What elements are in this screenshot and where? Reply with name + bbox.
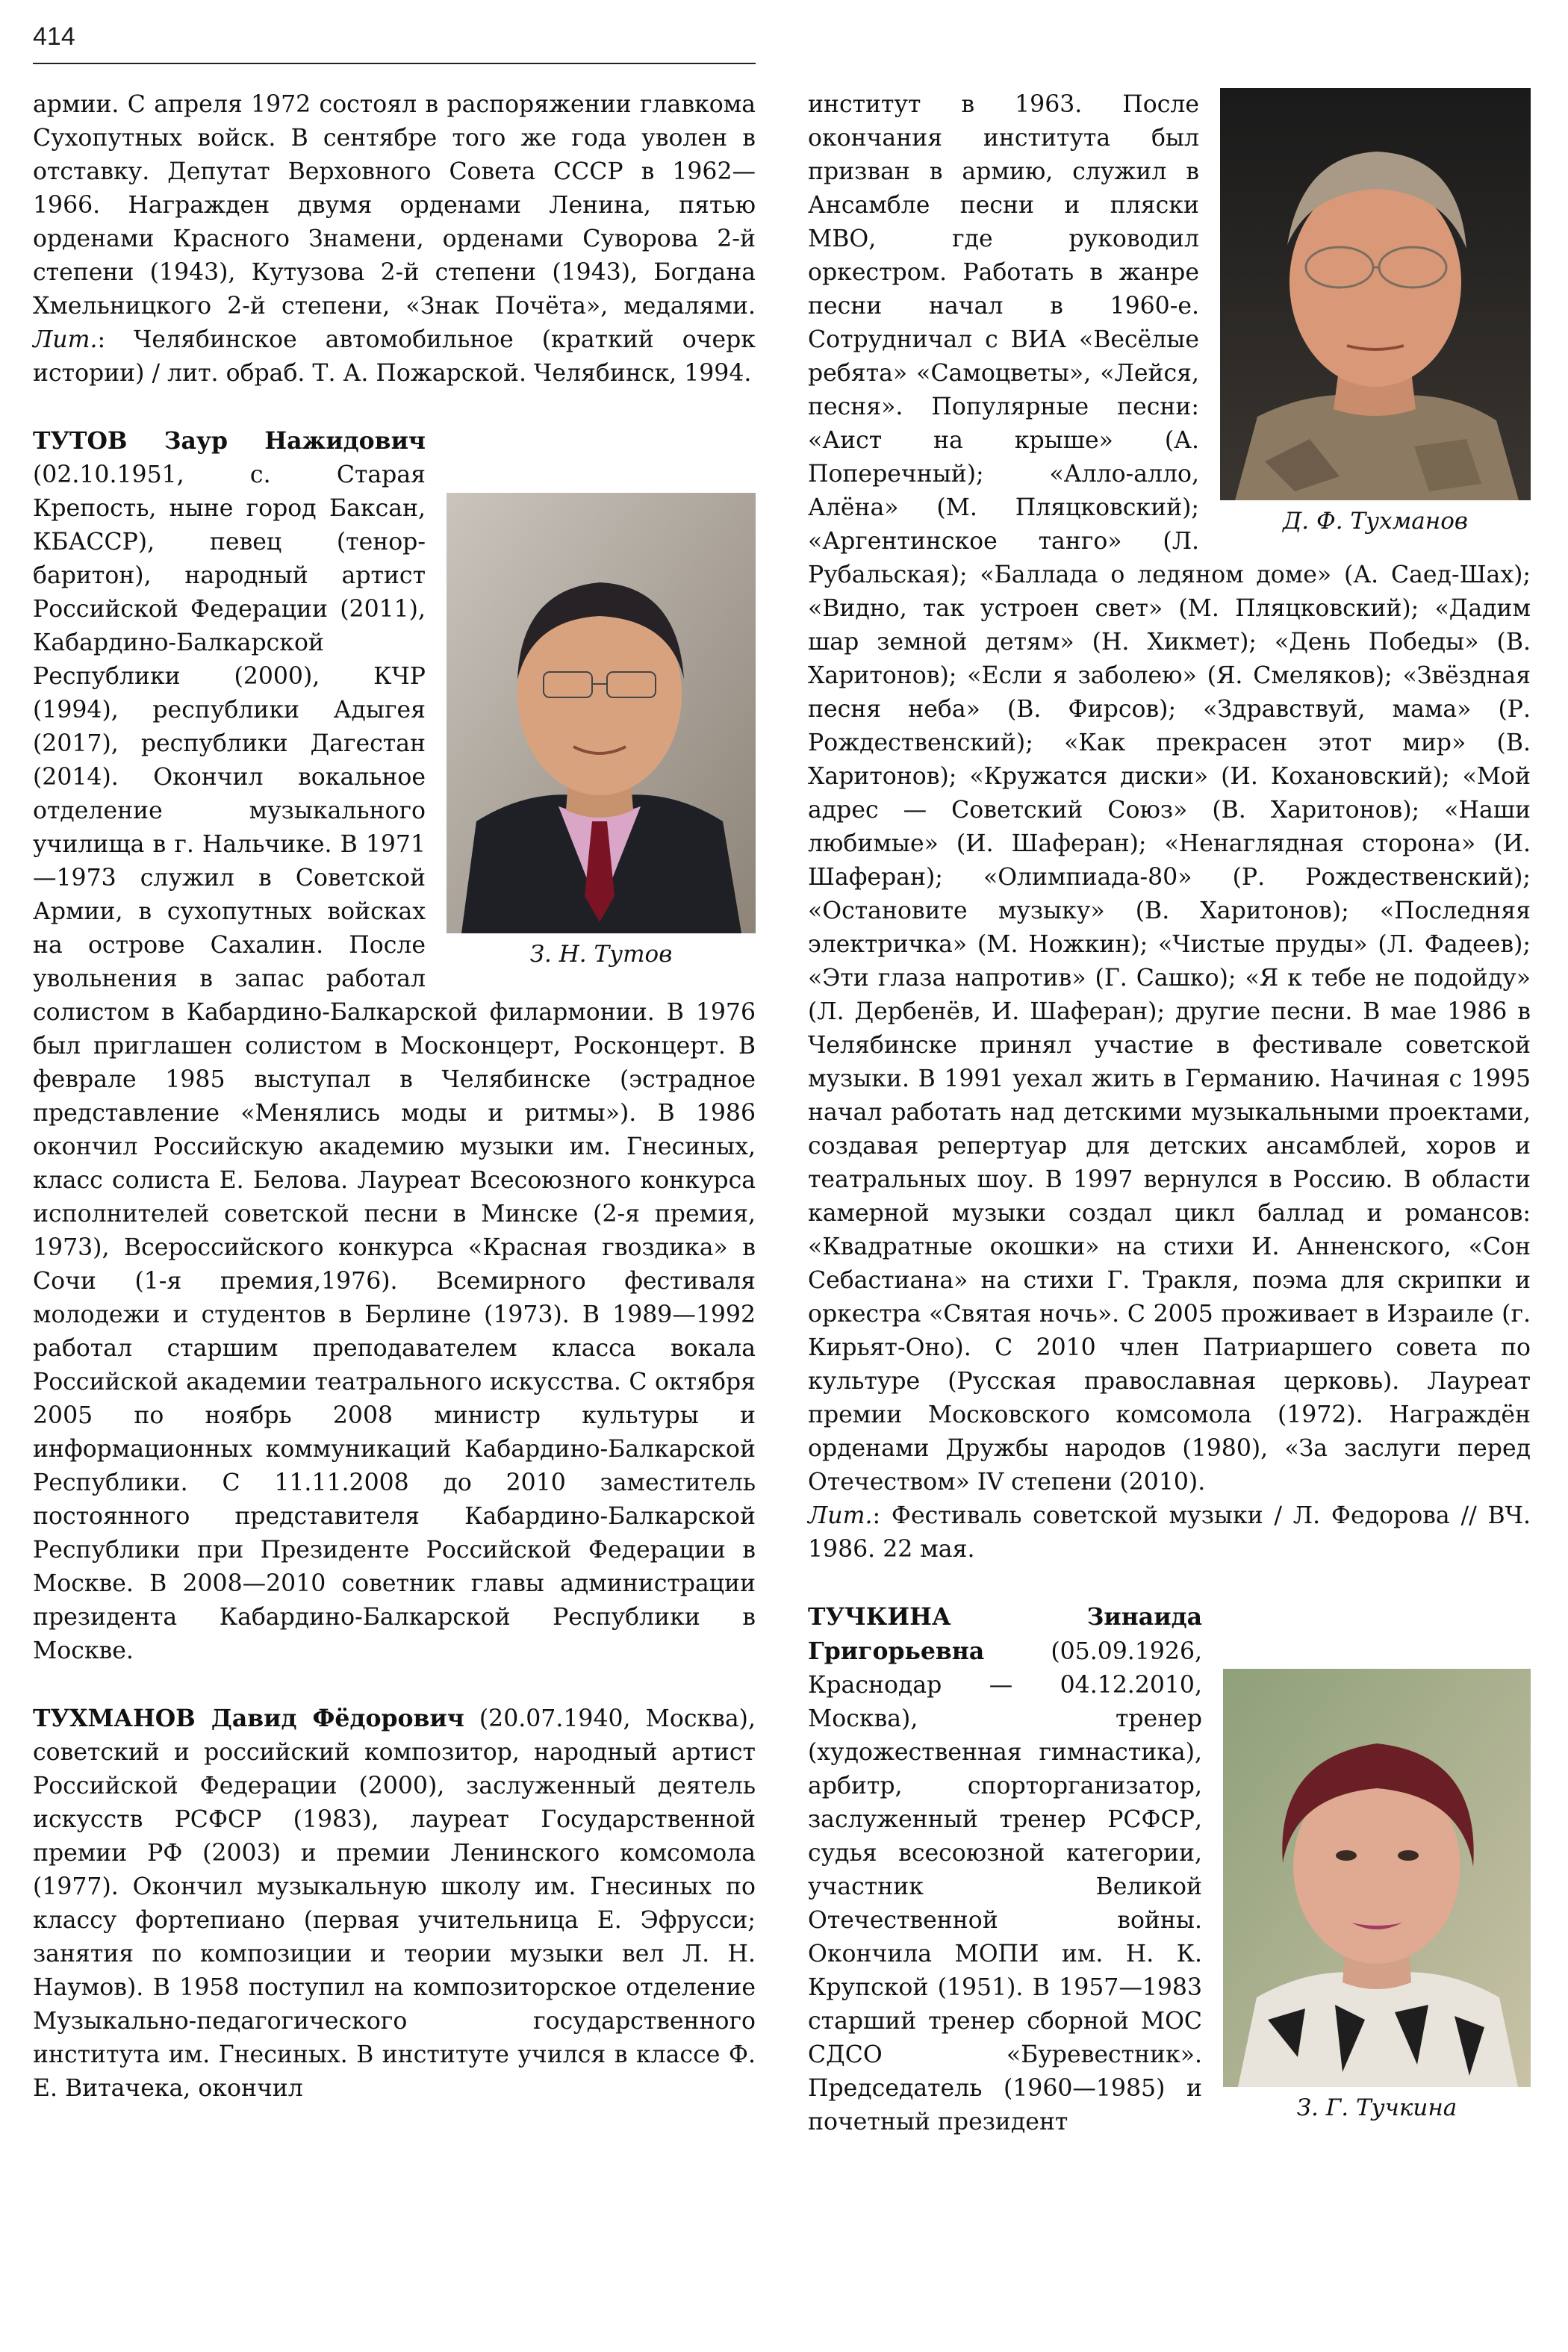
entry-tukhmanov-name: ТУХМАНОВ Давид Фёдорович xyxy=(33,1705,464,1732)
lit-text: : Челябинское автомобильное (краткий очерк истории) / лит. обраб. Т. А. Пожарской. Челябинск, 1994. xyxy=(33,326,756,387)
right-column xyxy=(808,88,1531,2139)
page-number: 414 xyxy=(33,22,75,51)
portrait-tutov-image xyxy=(447,493,756,933)
lit-label-right: Лит. xyxy=(808,1502,873,1529)
header-rule xyxy=(33,63,756,64)
photo-tuchkina-caption: З. Г. Тучкина xyxy=(1296,2094,1457,2121)
lit-label: Лит. xyxy=(33,326,98,353)
left-column xyxy=(33,88,756,2106)
entry-tuchkina-name: ТУЧКИНА Зинаида Григорьевна xyxy=(808,1603,1202,1665)
continuation-paragraph xyxy=(33,88,756,391)
lit-text-right: : Фестиваль советской музыки / Л. Федорова // ВЧ. 1986. 22 мая. xyxy=(808,1502,1531,1563)
tukhmanov-lit xyxy=(808,1499,1531,1567)
photo-tukhmanov xyxy=(1220,88,1531,500)
entry-tutov-name: ТУТОВ Заур Нажидович xyxy=(33,427,426,455)
entry-tukhmanov-text: (20.07.1940, Москва), советский и российский композитор, народный артист Российской Федерации (2000), заслуженный деятель искусств РСФСР (1983), лауреат Государственной премии РФ (2003) и премии Ленинского комсомола (1977). Окончил музыкальную школу им. Гнесиных по классу фортепиано (первая учительница Е. Эфрусси; занятия по композиции и теории музыки вел Л. Н. Наумов). В 1958 поступил на композиторское отделение Музыкально-педагогического государственного института им. Гнесиных. В институте учился в классе Ф. Е. Витачека, окончил xyxy=(33,1705,756,2102)
photo-tutov-box xyxy=(447,493,756,969)
photo-tutov xyxy=(447,493,756,933)
photo-tuchkina xyxy=(1223,1669,1531,2087)
entry-tukhmanov xyxy=(33,1702,756,2106)
entry-tukhmanov-continued-text: институт в 1963. После окончания института был призван в армию, служил в Ансамбле песни и пляски МВО, где руководил оркестром. Работать в жанре песни начал в 1960-е. Сотрудничал с ВИА «Весёлые ребята» «Самоцветы», «Лейся, песня». Популярные песни: «Аист на крыше» (А. Поперечный); «Алло-алло, Алёна» (М. Пляцковский); «Аргентинское танго» (Л. Рубальская); «Баллада о ледяном доме» (А. Саед-Шах); «Видно, так устроен свет» (М. Пляцковский); «Дадим шар земной детям» (Н. Хикмет); «День Победы» (В. Харитонов); «Если я заболею» (Я. Смеляков); «Звёздная песня неба» (В. Фирсов); «Здравствуй, мама» (Р. Рождественский); «Как прекрасен этот мир» (В. Харитонов); «Кружатся диски» (И. Кохановский); «Мой адрес — Советский Союз» (В. Харитонов); «Наши любимые» (И. Шаферан); «Ненаглядная сторона» (И. Шаферан); «Олимпиада-80» (Р. Рождественский); «Остановите музыку» (В. Харитонов); «Последняя электричка» (М. Ножкин); «Чистые пруды» (Л. Фадеев); «Эти глаза напротив» (Г. Сашко); «Я к тебе не подойду» (Л. Дербенёв, И. Шаферан); другие песни. В мае 1986 в Челябинске принял участие в фестивале советской музыки. В 1991 уехал жить в Германию. Начиная с 1995 начал работать над детскими музыкальными проектами, создавая репертуар для детских ансамблей, хоров и театральных шоу. В 1997 вернулся в Россию. В области камерной музыки создал цикл баллад и романсов: «Квадратные окошки» на стихи И. Анненского, «Сон Себастиана» на стихи Г. Тракля, поэма для скрипки и оркестра «Святая ночь». С 2005 проживает в Израиле (г. Кирьят-Оно). С 2010 член Патриаршего совета по культуре (Русская православная церковь). Лауреат премии Московского комсомола (1972). Награждён орденами Дружбы народов (1980), «За заслуги перед Отечеством» IV степени (2010). xyxy=(808,91,1531,1496)
entry-tuchkina xyxy=(808,1600,1531,2139)
portrait-tukhmanov-image xyxy=(1220,88,1531,500)
entry-tutov xyxy=(33,424,756,1668)
entry-tuchkina-text: (05.09.1926, Краснодар — 04.12.2010, Москва), тренер (художественная гимнастика), арбитр, спорторганизатор, заслуженный тренер РСФСР, судья всесоюзной категории, участник Великой Отечественной войны. Окончила МОПИ им. Н. К. Крупской (1951). В 1957—1983 старший тренер сборной МОС СДСО «Буревестник». Председатель (1960—1985) и почетный президент xyxy=(808,1638,1202,2135)
entry-tukhmanov-continued xyxy=(808,88,1531,1499)
photo-tukhmanov-box xyxy=(1220,88,1531,536)
continuation-text: армии. С апреля 1972 состоял в распоряжении главкома Сухопутных войск. В сентябре того же года уволен в отставку. Депутат Верховного Совета СССР в 1962—1966. Награжден двумя орденами Ленина, пятью орденами Красного Знамени, орденами Суворова 2-й степени (1943), Кутузова 2-й степени (1943), Богдана Хмельницкого 2-й степени, «Знак Почёта», медалями. xyxy=(33,91,756,320)
entry-tutov-text: (02.10.1951, с. Старая Крепость, ныне город Баксан, КБАССР), певец (тенор-баритон), народный артист Российской Федерации (2011), Кабардино-Балкарской Республики (2000), КЧР (1994), республики Адыгея (2017), республики Дагестан (2014). Окончил вокальное отделение музыкального училища в г. Нальчике. В 1971—1973 служил в Советской Армии, в сухопутных войсках на острове Сахалин. После увольнения в запас работал солистом в Кабардино-Балкарской филармонии. В 1976 был приглашен солистом в Москонцерт, Росконцерт. В феврале 1985 выступал в Челябинске (эстрадное представление «Менялись моды и ритмы»). В 1986 окончил Российскую академию музыки им. Гнесиных, класс солиста Е. Белова. Лауреат Всесоюзного конкурса исполнителей советской песни в Минске (2-я премия, 1973), Всероссийского конкурса «Красная гвоздика» в Сочи (1-я премия,1976). Всемирного фестиваля молодежи и студентов в Берлине (1973). В 1989—1992 работал старшим преподавателем класса вокала Российской академии театрального искусства. С октября 2005 по ноябрь 2008 министр культуры и информационных коммуникаций Кабардино-Балкарской Республики. С 11.11.2008 до 2010 заместитель постоянного представителя Кабардино-Балкарской Республики при Президенте Российской Федерации в Москве. В 2008—2010 советник главы администрации президента Кабардино-Балкарской Республики в Москве. xyxy=(33,461,756,1664)
photo-tuchkina-box xyxy=(1223,1669,1531,2123)
portrait-tuchkina-image xyxy=(1223,1669,1531,2087)
photo-tutov-caption: З. Н. Тутов xyxy=(529,941,673,968)
photo-tukhmanov-caption: Д. Ф. Тухманов xyxy=(1283,508,1468,535)
